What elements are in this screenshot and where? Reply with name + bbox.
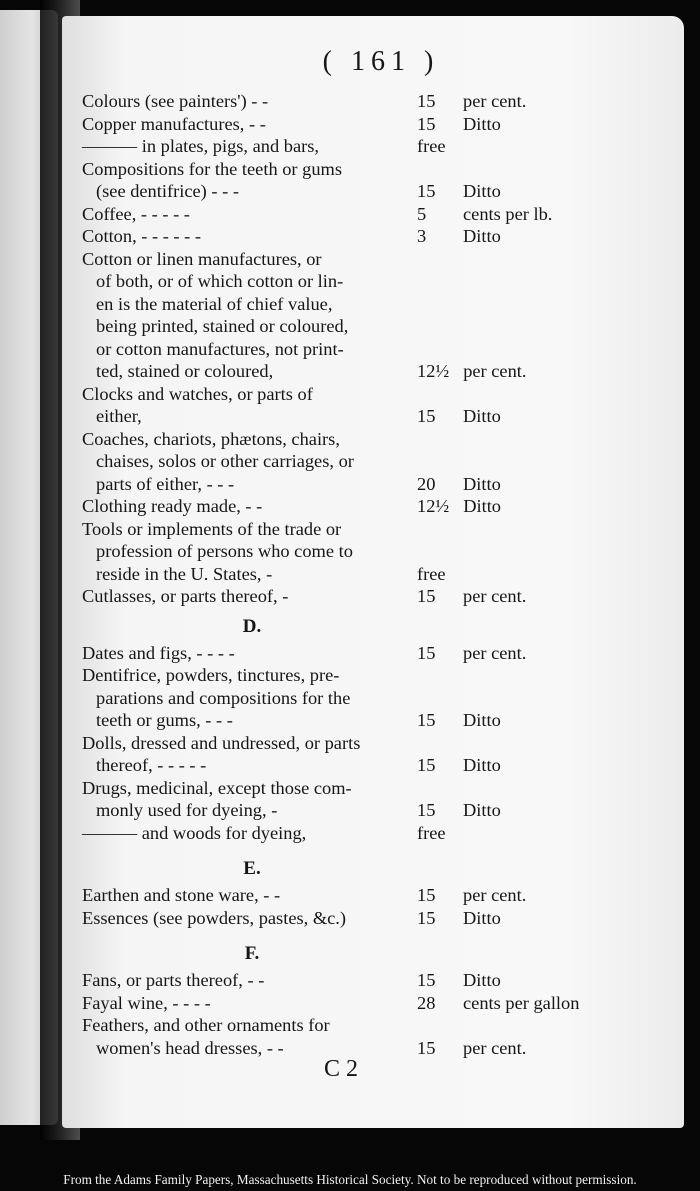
description-line: (see dentifrice) - - - — [96, 181, 239, 201]
duty-unit — [449, 136, 463, 156]
duty-rate — [417, 495, 501, 518]
duty-amount: 15 — [417, 710, 436, 730]
duty-rate — [417, 754, 501, 777]
duty-amount: 15 — [417, 970, 436, 990]
entry-description — [82, 90, 417, 113]
duty-rate — [417, 642, 526, 665]
tariff-entry — [82, 992, 672, 1015]
duty-unit: per cent. — [463, 361, 527, 381]
duty-amount: 15 — [417, 1037, 436, 1058]
tariff-entry — [82, 203, 672, 226]
tariff-entry — [82, 884, 672, 907]
duty-rate — [417, 113, 501, 136]
description-line: ——— and woods for dyeing, — [82, 822, 307, 843]
entry-description — [82, 664, 417, 732]
description-line: Cutlasses, or parts thereof, - — [82, 586, 289, 606]
description-line: monly used for dyeing, - — [96, 800, 278, 820]
tariff-entries — [82, 90, 672, 1059]
description-line: Tools or implements of the trade or — [82, 518, 342, 539]
tariff-entry — [82, 585, 672, 608]
duty-rate — [417, 360, 527, 383]
section-heading: D. — [242, 615, 262, 637]
duty-amount: free — [417, 563, 446, 584]
copyright-footer: From the Adams Family Papers, Massachusetts Historical Society. Not to be reproduced without permission. — [63, 1172, 637, 1187]
duty-unit: Ditto — [463, 496, 501, 516]
tariff-entry — [82, 907, 672, 930]
duty-unit: Ditto — [463, 113, 501, 134]
duty-unit: cents per lb. — [463, 203, 553, 224]
description-line: Feathers, and other ornaments for — [82, 1015, 330, 1035]
duty-unit: per cent. — [463, 885, 527, 905]
description-line: Copper manufactures, - - — [82, 113, 266, 134]
duty-amount: free — [417, 136, 446, 156]
duty-unit: Ditto — [463, 710, 501, 730]
duty-rate — [417, 709, 501, 732]
entry-description — [82, 992, 417, 1015]
description-line: ——— in plates, pigs, and bars, — [82, 136, 320, 156]
tariff-entry — [82, 1014, 672, 1059]
description-line: either, — [96, 406, 142, 426]
duty-unit: Ditto — [463, 181, 501, 201]
description-line: Colours (see painters') - - — [82, 91, 269, 111]
duty-unit: Ditto — [463, 907, 501, 928]
description-line: being printed, stained or coloured, — [96, 316, 349, 336]
duty-unit: per cent. — [463, 1037, 527, 1058]
entry-description — [82, 428, 417, 496]
duty-unit: Ditto — [463, 226, 501, 246]
description-line: Coaches, chariots, phætons, chairs, — [82, 428, 340, 449]
description-line: profession of persons who come to — [96, 541, 353, 561]
entry-description — [82, 585, 417, 608]
duty-rate — [417, 969, 501, 992]
tariff-entry — [82, 495, 672, 518]
description-line: Dates and figs, - - - - — [82, 642, 235, 663]
description-line: or cotton manufactures, not print- — [96, 338, 344, 359]
duty-unit: Ditto — [463, 800, 501, 820]
duty-rate — [417, 884, 526, 907]
entry-description — [82, 518, 417, 586]
tariff-entry — [82, 642, 672, 665]
duty-unit: per cent. — [463, 91, 527, 111]
description-line: Drugs, medicinal, except those com- — [82, 777, 352, 798]
description-line: Essences (see powders, pastes, &c.) — [82, 907, 347, 928]
duty-unit: Ditto — [463, 406, 501, 426]
duty-rate — [417, 90, 526, 113]
entry-description — [82, 777, 417, 822]
tariff-entry — [82, 664, 672, 732]
tariff-entry — [82, 732, 672, 777]
tariff-entry — [82, 383, 672, 428]
duty-unit — [449, 823, 463, 843]
tariff-entry — [82, 135, 672, 158]
duty-amount: 15 — [417, 586, 436, 606]
duty-rate — [417, 799, 501, 822]
tariff-entry — [82, 822, 672, 845]
description-line: Clocks and watches, or parts of — [82, 383, 313, 404]
description-line: Fayal wine, - - - - — [82, 992, 211, 1013]
description-line: women's head dresses, - - — [96, 1037, 284, 1058]
tariff-entry — [82, 248, 672, 383]
description-line: teeth or gums, - - - — [96, 710, 233, 730]
entry-description — [82, 113, 417, 136]
description-line: of both, or of which cotton or lin- — [96, 271, 344, 291]
description-line: Cotton, - - - - - - — [82, 226, 202, 246]
duty-rate — [417, 563, 463, 586]
description-line: parts of either, - - - — [96, 473, 235, 494]
duty-rate — [417, 822, 463, 845]
page-number: ( 161 ) — [322, 46, 440, 77]
duty-unit: Ditto — [463, 755, 501, 775]
description-line: chaises, solos or other carriages, or — [96, 451, 354, 471]
duty-rate — [417, 585, 526, 608]
duty-amount: 20 — [417, 473, 436, 494]
duty-amount: 15 — [417, 406, 436, 426]
duty-amount: 15 — [417, 885, 436, 905]
description-line: Dolls, dressed and undressed, or parts — [82, 732, 361, 753]
duty-unit — [449, 564, 463, 584]
section-heading: E. — [243, 858, 261, 879]
duty-unit: per cent. — [463, 586, 527, 606]
duty-unit: cents per gallon — [463, 992, 580, 1013]
description-line: Fans, or parts thereof, - - — [82, 970, 265, 990]
duty-amount: 28 — [417, 992, 436, 1013]
tariff-entry — [82, 225, 672, 248]
duty-amount: 12½ — [417, 496, 450, 516]
duty-amount: 5 — [417, 203, 427, 224]
tariff-entry — [82, 158, 672, 203]
entry-description — [82, 495, 417, 518]
entry-description — [82, 1014, 417, 1059]
entry-description — [82, 732, 417, 777]
duty-amount: 15 — [417, 800, 436, 820]
entry-description — [82, 907, 417, 930]
entry-description — [82, 383, 417, 428]
duty-rate — [417, 180, 501, 203]
entry-description — [82, 158, 417, 203]
description-line: Cotton or linen manufactures, or — [82, 248, 322, 269]
duty-rate — [417, 473, 501, 496]
description-line: Earthen and stone ware, - - — [82, 885, 281, 905]
entry-description — [82, 884, 417, 907]
tariff-entry — [82, 90, 672, 113]
duty-amount: 15 — [417, 181, 436, 201]
signature-mark: C 2 — [323, 1056, 358, 1082]
description-line: parations and compositions for the — [96, 687, 351, 708]
description-line: Coffee, - - - - - — [82, 203, 190, 224]
duty-amount: 3 — [417, 226, 427, 246]
duty-amount: free — [417, 822, 446, 843]
tariff-entry — [82, 969, 672, 992]
tariff-entry — [82, 113, 672, 136]
duty-amount: 15 — [417, 755, 436, 775]
tariff-entry — [82, 428, 672, 496]
duty-unit: per cent. — [463, 642, 527, 663]
duty-rate — [417, 135, 463, 158]
entry-description — [82, 248, 417, 383]
description-line: en is the material of chief value, — [96, 293, 333, 314]
duty-amount: 15 — [417, 113, 436, 134]
book-page — [62, 16, 684, 1128]
description-line: reside in the U. States, - — [96, 563, 273, 584]
description-line: thereof, - - - - - — [96, 755, 207, 775]
description-line: Clothing ready made, - - — [82, 496, 263, 516]
duty-rate — [417, 203, 552, 226]
duty-rate — [417, 992, 579, 1015]
duty-rate — [417, 907, 501, 930]
description-line: ted, stained or coloured, — [96, 361, 274, 381]
duty-rate — [417, 225, 501, 248]
duty-rate — [417, 405, 501, 428]
duty-unit: Ditto — [463, 970, 501, 990]
tariff-entry — [82, 777, 672, 822]
entry-description — [82, 203, 417, 226]
duty-amount: 15 — [417, 907, 436, 928]
description-line: Dentifrice, powders, tinctures, pre- — [82, 665, 340, 685]
entry-description — [82, 642, 417, 665]
description-line: Compositions for the teeth or gums — [82, 158, 343, 179]
duty-amount: 15 — [417, 91, 436, 111]
entry-description — [82, 135, 417, 158]
duty-unit: Ditto — [463, 473, 501, 494]
duty-amount: 15 — [417, 642, 436, 663]
section-heading: F. — [244, 943, 260, 964]
entry-description — [82, 969, 417, 992]
entry-description — [82, 225, 417, 248]
tariff-entry — [82, 518, 672, 586]
duty-amount: 12½ — [417, 361, 450, 381]
entry-description — [82, 822, 417, 845]
